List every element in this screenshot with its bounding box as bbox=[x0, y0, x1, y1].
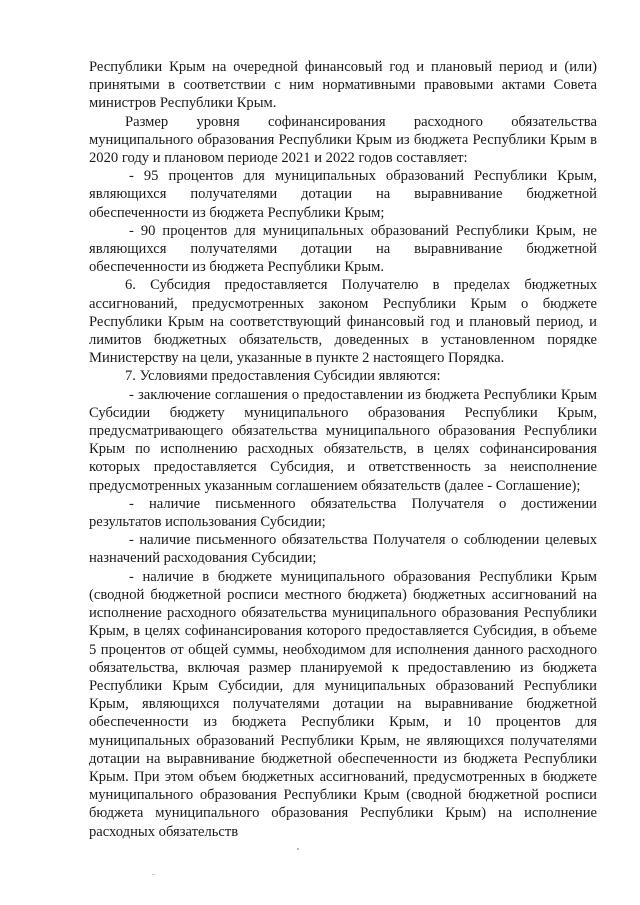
document-page bbox=[89, 58, 597, 841]
paragraph-continuation: Республики Крым на очередной финансовый год и плановый период и (или) принятыми в соответствии с ним нормативными правовыми актами Совета министров Республики Крым. bbox=[89, 59, 597, 112]
paragraph-item-7: 7. Условиями предоставления Субсидии являются: bbox=[125, 368, 441, 385]
list-item-target-obligation: - наличие письменного обязательства Получателя о соблюдении целевых назначений расходования Субсидии; bbox=[89, 532, 597, 567]
list-item-90-percent: - 90 процентов для муниципальных образований Республики Крым, не являющихся получателями дотации на выравнивание бюджетной обеспеченности из бюджета Республики Крым. bbox=[89, 222, 597, 276]
scan-speck bbox=[152, 874, 155, 875]
list-item-95-percent: - 95 процентов для муниципальных образований Республики Крым, являющихся получателями дотации на выравнивание бюджетной обеспеченности из бюджета Республики Крым; bbox=[89, 168, 597, 221]
paragraph-item-6: 6. Субсидия предоставляется Получателю в пределах бюджетных ассигнований, предусмотренных законом Республики Крым о бюджете Республики Крым на соответствующий финансовый год и плановый период, и лимитов бюджетных обязательств, доведенных в установленном порядке Министерству на цели, указанные в пункте 2 настоящего Порядка. bbox=[89, 277, 597, 367]
scan-speck bbox=[297, 848, 299, 850]
paragraph-cofinancing-level: Размер уровня софинансирования расходного обязательства муниципального образования Республики Крым из бюджета Республики Крым в 2020 году и плановом периоде 2021 и 2022 годов составляет: bbox=[89, 113, 597, 167]
list-item-budget-allocation: - наличие в бюджете муниципального образования Республики Крым (сводной бюджетной росписи местного бюджета) бюджетных ассигнований на исполнение расходного обязательства муниципального образования Республики Крым, в целях софинансирования которого предоставляется Субсидия, в объеме 5 процентов от общей суммы, необходимом для исполнения данного расходного обязательства, включая размер планируемой к предоставлению из бюджета Республики Крым Субсидии, для муниципальных образований Республики Крым, являющихся получателями дотации на выравнивание бюджетной обеспеченности из бюджета Республики Крым, и 10 процентов для муниципальных образований Республики Крым, не являющихся получателями дотации на выравнивание бюджетной обеспеченности из бюджета Республики Крым. При этом объем бюджетных ассигнований, предусмотренных в бюджете муниципального образования Республики Крым (сводной бюджетной росписи бюджета муниципального образования Республики Крым) на исполнение расходных обязательств bbox=[89, 568, 597, 840]
list-item-results-obligation: - наличие письменного обязательства Получателя о достижении результатов использования Субсидии; bbox=[89, 495, 597, 531]
list-item-agreement: - заключение соглашения о предоставлении из бюджета Республики Крым Субсидии бюджету муниципального образования Республики Крым, предусматривающего обязательства муниципального образования Республики Крым по исполнению расходных обязательств, в целях софинансирования которых предоставляется Субсидия, и ответственность за неисполнение предусмотренных указанным соглашением обязательств (далее - Соглашение); bbox=[89, 386, 597, 494]
